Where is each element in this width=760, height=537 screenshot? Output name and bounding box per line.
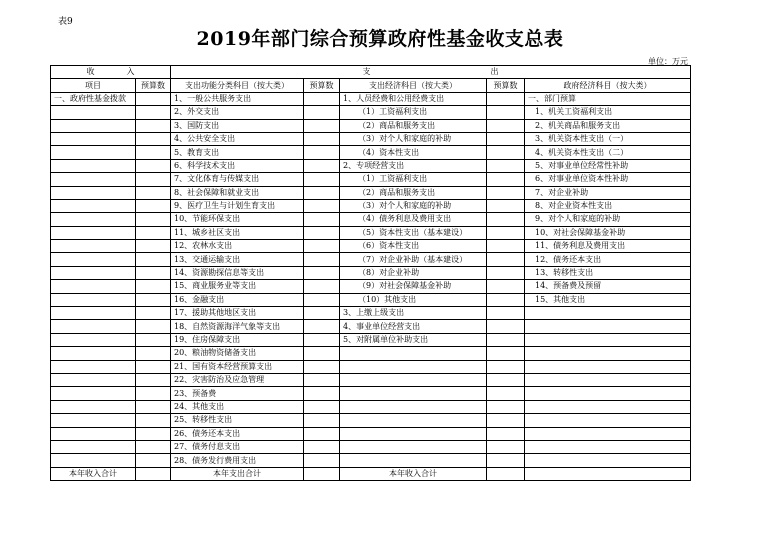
income-budget-cell	[136, 226, 171, 239]
func-item-cell: 25、转移性支出	[171, 414, 304, 427]
func-budget-cell	[304, 226, 340, 239]
income-budget-cell	[136, 454, 171, 467]
table-tag: 表9	[58, 17, 73, 27]
header-row-1	[51, 66, 691, 79]
income-item-cell	[51, 253, 136, 266]
func-item-cell: 18、自然资源海洋气象等支出	[171, 320, 304, 333]
income-item-cell	[51, 213, 136, 226]
func-item-cell: 7、文化体育与传媒支出	[171, 173, 304, 186]
gov-econ-item-cell: 3、机关资本性支出（一）	[525, 132, 691, 145]
income-item-cell	[51, 333, 136, 346]
gov-econ-item-cell	[525, 373, 691, 386]
func-item-cell: 8、社会保障和就业支出	[171, 186, 304, 199]
econ-budget-cell	[487, 387, 525, 400]
econ-budget-cell	[487, 186, 525, 199]
income-budget-cell	[136, 119, 171, 132]
income-total-value	[136, 467, 171, 480]
page-title: 2019年部门综合预算政府性基金收支总表	[196, 28, 564, 50]
econ-item-cell: （3）对个人和家庭的补助	[340, 132, 487, 145]
gov-econ-item-cell: 一、部门预算	[525, 92, 691, 105]
econ-item-cell	[340, 360, 487, 373]
econ-item-cell: （7）对企业补助（基本建设）	[340, 253, 487, 266]
func-budget-cell	[304, 92, 340, 105]
expense-total-label: 本年支出合计	[171, 467, 304, 480]
func-budget-cell	[304, 106, 340, 119]
income-budget-cell	[136, 280, 171, 293]
econ-item-cell	[340, 414, 487, 427]
econ-item-cell: （2）商品和服务支出	[340, 186, 487, 199]
income-item-cell	[51, 307, 136, 320]
unit-label: 单位：万元	[648, 57, 688, 66]
table-row	[51, 414, 691, 427]
gov-econ-item-cell	[525, 360, 691, 373]
econ-item-cell	[340, 400, 487, 413]
func-budget-cell	[304, 119, 340, 132]
econ-item-cell	[340, 440, 487, 453]
income-budget-cell	[136, 307, 171, 320]
econ-item-cell: 5、对附属单位补助支出	[340, 333, 487, 346]
gov-econ-item-cell: 15、其他支出	[525, 293, 691, 306]
income-total-value-2	[487, 467, 525, 480]
header-expense: 支 出	[171, 66, 691, 79]
table-row	[51, 347, 691, 360]
col-econ: 支出经济科目（按大类）	[340, 79, 487, 92]
econ-budget-cell	[487, 373, 525, 386]
func-budget-cell	[304, 213, 340, 226]
econ-budget-cell	[487, 173, 525, 186]
gov-econ-item-cell	[525, 414, 691, 427]
econ-item-cell	[340, 427, 487, 440]
table-row	[51, 240, 691, 253]
econ-item-cell	[340, 454, 487, 467]
table-row	[51, 186, 691, 199]
func-item-cell: 17、援助其他地区支出	[171, 307, 304, 320]
econ-item-cell: 3、上缴上级支出	[340, 307, 487, 320]
gov-econ-item-cell	[525, 333, 691, 346]
func-item-cell: 14、资源勘探信息等支出	[171, 266, 304, 279]
income-budget-cell	[136, 213, 171, 226]
table-row	[51, 333, 691, 346]
income-budget-cell	[136, 173, 171, 186]
econ-item-cell: （1）工资福利支出	[340, 173, 487, 186]
table-row	[51, 280, 691, 293]
func-item-cell: 6、科学技术支出	[171, 159, 304, 172]
econ-item-cell: 2、专项经营支出	[340, 159, 487, 172]
table-row	[51, 373, 691, 386]
gov-econ-item-cell	[525, 387, 691, 400]
func-item-cell: 15、商业服务业等支出	[171, 280, 304, 293]
func-budget-cell	[304, 280, 340, 293]
table-row	[51, 427, 691, 440]
table-row	[51, 226, 691, 239]
income-budget-cell	[136, 427, 171, 440]
econ-budget-cell	[487, 240, 525, 253]
func-budget-cell	[304, 132, 340, 145]
table-row	[51, 159, 691, 172]
gov-econ-item-cell: 6、对事业单位资本性补助	[525, 173, 691, 186]
income-budget-cell	[136, 253, 171, 266]
table-row	[51, 293, 691, 306]
income-total-label: 本年收入合计	[51, 467, 136, 480]
func-item-cell: 27、债务付息支出	[171, 440, 304, 453]
income-budget-cell	[136, 146, 171, 159]
income-item-cell	[51, 280, 136, 293]
footer-row	[51, 467, 691, 480]
income-item-cell	[51, 240, 136, 253]
income-budget-cell	[136, 186, 171, 199]
income-budget-cell	[136, 266, 171, 279]
income-budget-cell	[136, 400, 171, 413]
econ-item-cell	[340, 373, 487, 386]
income-budget-cell	[136, 347, 171, 360]
income-budget-cell	[136, 360, 171, 373]
econ-budget-cell	[487, 307, 525, 320]
income-item-cell	[51, 440, 136, 453]
func-budget-cell	[304, 199, 340, 212]
income-budget-cell	[136, 199, 171, 212]
econ-item-cell	[340, 347, 487, 360]
gov-econ-item-cell: 7、对企业补助	[525, 186, 691, 199]
table-row	[51, 106, 691, 119]
econ-budget-cell	[487, 253, 525, 266]
col-func: 支出功能分类科目（按大类）	[171, 79, 304, 92]
econ-budget-cell	[487, 333, 525, 346]
table-row	[51, 173, 691, 186]
income-budget-cell	[136, 414, 171, 427]
table-row	[51, 119, 691, 132]
func-budget-cell	[304, 159, 340, 172]
table-row	[51, 146, 691, 159]
econ-budget-cell	[487, 226, 525, 239]
func-item-cell: 19、住房保障支出	[171, 333, 304, 346]
gov-econ-item-cell	[525, 454, 691, 467]
func-item-cell: 4、公共安全支出	[171, 132, 304, 145]
income-budget-cell	[136, 440, 171, 453]
table-row	[51, 266, 691, 279]
func-budget-cell	[304, 240, 340, 253]
col-budget2: 预算数	[304, 79, 340, 92]
func-budget-cell	[304, 266, 340, 279]
col-gov-econ: 政府经济科目（按大类）	[525, 79, 691, 92]
econ-budget-cell	[487, 92, 525, 105]
econ-budget-cell	[487, 440, 525, 453]
income-item-cell	[51, 226, 136, 239]
table-row	[51, 92, 691, 105]
func-item-cell: 20、粮油物资储备支出	[171, 347, 304, 360]
econ-budget-cell	[487, 199, 525, 212]
econ-budget-cell	[487, 159, 525, 172]
econ-budget-cell	[487, 427, 525, 440]
gov-econ-item-cell: 2、机关商品和服务支出	[525, 119, 691, 132]
income-item-cell	[51, 360, 136, 373]
header-row-2	[51, 79, 691, 92]
col-item: 项目	[51, 79, 136, 92]
gov-econ-item-cell: 5、对事业单位经常性补助	[525, 159, 691, 172]
func-budget-cell	[304, 400, 340, 413]
func-budget-cell	[304, 320, 340, 333]
func-item-cell: 5、教育支出	[171, 146, 304, 159]
table-row	[51, 199, 691, 212]
func-budget-cell	[304, 173, 340, 186]
income-budget-cell	[136, 240, 171, 253]
econ-item-cell: （5）资本性支出（基本建设）	[340, 226, 487, 239]
econ-item-cell: （1）工资福利支出	[340, 106, 487, 119]
income-item-cell	[51, 293, 136, 306]
income-item-cell	[51, 159, 136, 172]
table-row	[51, 307, 691, 320]
income-item-cell	[51, 320, 136, 333]
gov-econ-item-cell: 9、对个人和家庭的补助	[525, 213, 691, 226]
table-row	[51, 400, 691, 413]
income-item-cell	[51, 373, 136, 386]
func-budget-cell	[304, 146, 340, 159]
gov-econ-item-cell: 4、机关资本性支出（二）	[525, 146, 691, 159]
func-budget-cell	[304, 414, 340, 427]
table-row	[51, 440, 691, 453]
table-row	[51, 253, 691, 266]
income-item-cell	[51, 146, 136, 159]
income-budget-cell	[136, 106, 171, 119]
budget-table	[50, 65, 691, 481]
income-total-label-2: 本年收入合计	[340, 467, 487, 480]
econ-budget-cell	[487, 360, 525, 373]
col-budget3: 预算数	[487, 79, 525, 92]
func-item-cell: 1、一般公共服务支出	[171, 92, 304, 105]
income-budget-cell	[136, 387, 171, 400]
func-budget-cell	[304, 454, 340, 467]
func-budget-cell	[304, 440, 340, 453]
income-item-cell	[51, 414, 136, 427]
econ-budget-cell	[487, 320, 525, 333]
econ-budget-cell	[487, 414, 525, 427]
income-budget-cell	[136, 92, 171, 105]
income-item-cell	[51, 186, 136, 199]
income-item-cell	[51, 199, 136, 212]
econ-item-cell: 1、人员经费和公用经费支出	[340, 92, 487, 105]
econ-item-cell	[340, 387, 487, 400]
func-item-cell: 2、外交支出	[171, 106, 304, 119]
income-item-cell	[51, 454, 136, 467]
gov-econ-item-cell	[525, 427, 691, 440]
func-item-cell: 16、金融支出	[171, 293, 304, 306]
econ-item-cell: （6）资本性支出	[340, 240, 487, 253]
func-item-cell: 26、债务还本支出	[171, 427, 304, 440]
econ-item-cell: 4、事业单位经营支出	[340, 320, 487, 333]
gov-econ-item-cell	[525, 400, 691, 413]
func-budget-cell	[304, 293, 340, 306]
func-budget-cell	[304, 253, 340, 266]
income-item-cell	[51, 106, 136, 119]
income-item-cell	[51, 400, 136, 413]
income-item-cell: 一、政府性基金拨款	[51, 92, 136, 105]
econ-item-cell: （4）债务利息及费用支出	[340, 213, 487, 226]
table-row	[51, 454, 691, 467]
econ-item-cell: （9）对社会保障基金补助	[340, 280, 487, 293]
income-budget-cell	[136, 333, 171, 346]
income-budget-cell	[136, 293, 171, 306]
table-row	[51, 213, 691, 226]
func-item-cell: 28、债务发行费用支出	[171, 454, 304, 467]
func-budget-cell	[304, 387, 340, 400]
econ-item-cell: （2）商品和服务支出	[340, 119, 487, 132]
income-item-cell	[51, 347, 136, 360]
func-budget-cell	[304, 360, 340, 373]
income-budget-cell	[136, 320, 171, 333]
func-item-cell: 9、医疗卫生与计划生育支出	[171, 199, 304, 212]
gov-econ-item-cell: 11、债务利息及费用支出	[525, 240, 691, 253]
func-item-cell: 21、国有资本经营预算支出	[171, 360, 304, 373]
func-item-cell: 11、城乡社区支出	[171, 226, 304, 239]
income-item-cell	[51, 387, 136, 400]
econ-budget-cell	[487, 293, 525, 306]
gov-econ-item-cell: 14、预备费及预留	[525, 280, 691, 293]
table-row	[51, 387, 691, 400]
func-budget-cell	[304, 186, 340, 199]
econ-budget-cell	[487, 280, 525, 293]
footer-empty	[525, 467, 691, 480]
func-item-cell: 22、灾害防治及应急管理	[171, 373, 304, 386]
col-budget: 预算数	[136, 79, 171, 92]
econ-budget-cell	[487, 213, 525, 226]
expense-total-value	[304, 467, 340, 480]
gov-econ-item-cell: 10、对社会保障基金补助	[525, 226, 691, 239]
table-row	[51, 320, 691, 333]
gov-econ-item-cell	[525, 320, 691, 333]
income-budget-cell	[136, 132, 171, 145]
header-income: 收 入	[51, 66, 171, 79]
econ-budget-cell	[487, 454, 525, 467]
econ-budget-cell	[487, 347, 525, 360]
econ-budget-cell	[487, 146, 525, 159]
income-budget-cell	[136, 159, 171, 172]
econ-budget-cell	[487, 266, 525, 279]
func-item-cell: 12、农林水支出	[171, 240, 304, 253]
income-item-cell	[51, 266, 136, 279]
econ-item-cell: （10）其他支出	[340, 293, 487, 306]
econ-item-cell: （3）对个人和家庭的补助	[340, 199, 487, 212]
gov-econ-item-cell: 12、债务还本支出	[525, 253, 691, 266]
table-row	[51, 360, 691, 373]
gov-econ-item-cell	[525, 440, 691, 453]
gov-econ-item-cell: 1、机关工资福利支出	[525, 106, 691, 119]
econ-item-cell: （8）对企业补助	[340, 266, 487, 279]
func-budget-cell	[304, 427, 340, 440]
income-item-cell	[51, 119, 136, 132]
func-item-cell: 3、国防支出	[171, 119, 304, 132]
econ-budget-cell	[487, 132, 525, 145]
func-item-cell: 24、其他支出	[171, 400, 304, 413]
func-item-cell: 13、交通运输支出	[171, 253, 304, 266]
gov-econ-item-cell: 13、转移性支出	[525, 266, 691, 279]
table-row	[51, 132, 691, 145]
econ-item-cell: （4）资本性支出	[340, 146, 487, 159]
econ-budget-cell	[487, 400, 525, 413]
gov-econ-item-cell	[525, 307, 691, 320]
income-item-cell	[51, 132, 136, 145]
income-budget-cell	[136, 373, 171, 386]
income-item-cell	[51, 427, 136, 440]
gov-econ-item-cell: 8、对企业资本性支出	[525, 199, 691, 212]
func-budget-cell	[304, 307, 340, 320]
income-item-cell	[51, 173, 136, 186]
econ-budget-cell	[487, 119, 525, 132]
func-item-cell: 23、预备费	[171, 387, 304, 400]
func-budget-cell	[304, 333, 340, 346]
gov-econ-item-cell	[525, 347, 691, 360]
func-budget-cell	[304, 373, 340, 386]
func-budget-cell	[304, 347, 340, 360]
func-item-cell: 10、节能环保支出	[171, 213, 304, 226]
econ-budget-cell	[487, 106, 525, 119]
